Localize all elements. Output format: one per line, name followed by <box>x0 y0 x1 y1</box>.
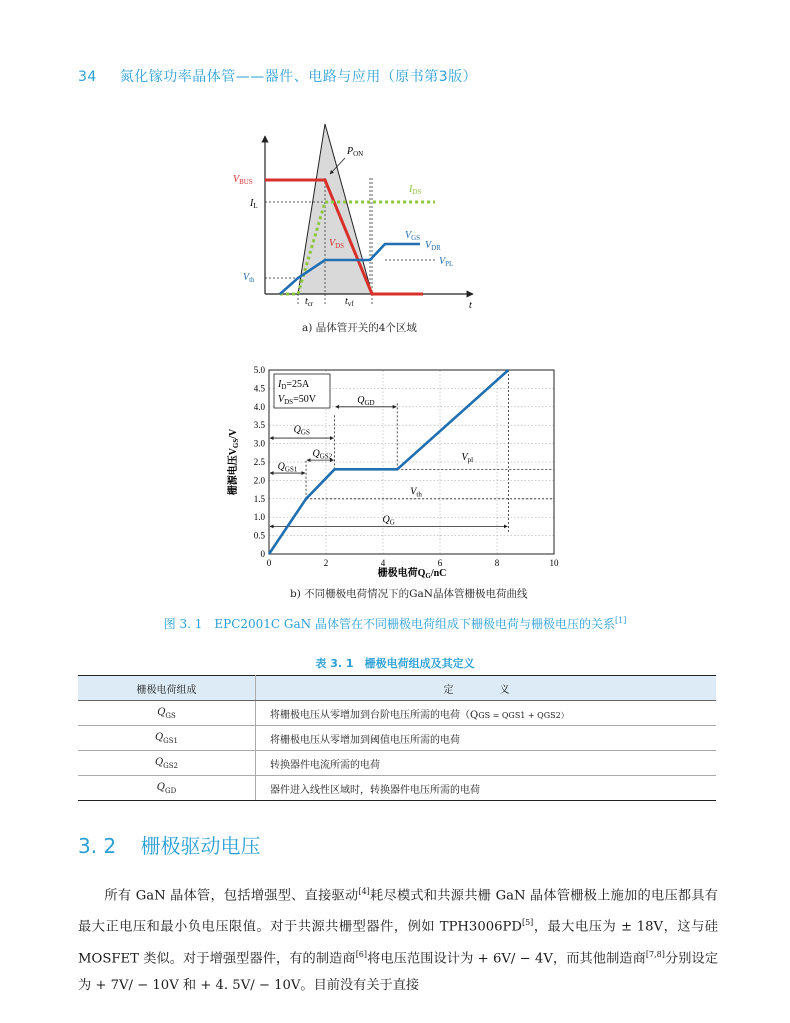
x-tick-label: 4 <box>380 558 386 568</box>
label-tvf: $t_{vf}$ <box>345 296 354 308</box>
table-row: $Q_{GS1}$ 将栅极电压从零增加到阈值电压所需的电荷 <box>78 726 716 751</box>
table-header-definition: 定 义 <box>256 676 717 701</box>
y-tick-label: 3.5 <box>253 420 265 431</box>
x-tick-label: 6 <box>437 558 443 568</box>
label-qgs: $Q_{GS}$ <box>293 424 310 437</box>
y-tick-label: 2.0 <box>253 475 265 486</box>
table-row: $Q_{GS2}$ 转换器件电流所需的电荷 <box>78 751 716 776</box>
legend-id: $I_D=25A$ <box>278 379 310 391</box>
label-il: $I_L$ <box>250 198 258 210</box>
book-title: 氮化镓功率晶体管——器件、电路与应用（原书第3版） <box>119 69 478 85</box>
section-title: 栅极驱动电压 <box>140 834 261 858</box>
x-tick-label: 0 <box>266 558 272 568</box>
label-vpl: $V_{pl}$ <box>461 452 474 465</box>
label-qgs1: $Q_{GS1}$ <box>277 461 298 474</box>
y-tick-label: 1.5 <box>253 493 265 504</box>
label-qg: $Q_G$ <box>382 514 395 527</box>
label-pon: $P_{ON}$ <box>347 146 364 158</box>
x-tick-label: 10 <box>549 558 559 568</box>
figure-caption: 图 3. 1 EPC2001C GaN 晶体管在不同栅极电荷组成下栅极电荷与栅极电压的关系[1] <box>163 616 627 631</box>
label-vpl: $V_{PL}$ <box>439 256 454 268</box>
x-tick-label: 2 <box>323 558 329 568</box>
figure-b-subcaption: b) 不同栅极电荷情况下的GaN晶体管栅极电荷曲线 <box>290 588 528 600</box>
chart-ylabel: 栅源电压$V_{GS}/V$ <box>228 428 240 496</box>
label-vth: $V_{th}$ <box>243 272 255 284</box>
x-tick-label: 8 <box>494 558 500 568</box>
label-vth: $V_{th}$ <box>410 486 422 499</box>
figure-a-subcaption: a) 晶体管开关的4个区域 <box>302 322 417 334</box>
label-ids: $I_{DS}$ <box>409 184 422 196</box>
y-tick-label: 4.0 <box>253 401 265 412</box>
label-tcr: $t_{cr}$ <box>305 296 314 308</box>
table-header-component: 栅极电荷组成 <box>78 676 256 701</box>
section-number: 3. 2 <box>78 834 117 858</box>
label-qgd: $Q_{GD}$ <box>357 395 375 408</box>
legend-vds: $V_{DS}=50V$ <box>278 394 316 406</box>
page-number: 34 <box>78 69 97 85</box>
running-header <box>78 66 477 86</box>
y-tick-label: 0 <box>260 549 265 559</box>
table-row: $Q_{GD}$ 器件进入线性区域时，转换器件电压所需的电荷 <box>78 776 716 801</box>
label-vbus: $V_{BUS}$ <box>233 174 253 186</box>
figure-a-switching-regions <box>225 118 485 318</box>
label-qgs2: $Q_{GS2}$ <box>312 448 333 461</box>
gate-charge-table <box>78 675 716 801</box>
chart-xlabel: 栅极电荷$Q_G/nC$ <box>377 568 447 580</box>
body-paragraph: 所有 GaN 晶体管，包括增强型、直接驱动[4]耗尽模式和共源共栅 GaN 晶体管栅极上施加的电压都具有最大正电压和最小负电压限值。对于共源共栅型器件，例如 TPH3006PD[5]，最大电压为 ± 18V，这与硅 MOSFET 类似。对于增强型器件，有的制造商[6]将电压范围设计为 + 6V/ − 4V，而其他制造商[7,8]分别设定为 + 7V/ − 10V 和 + 4. 5V/ − 10V。目前没有关于直接 <box>78 887 719 994</box>
label-vds: $V_{DS}$ <box>329 238 345 250</box>
y-tick-label: 2.5 <box>253 457 265 467</box>
label-vgs: $V_{GS}$ <box>405 230 421 242</box>
y-tick-label: 0.5 <box>253 530 265 541</box>
figure-b-gate-charge-chart <box>222 362 572 582</box>
y-tick-label: 1.0 <box>253 512 265 523</box>
label-vdr: $V_{DR}$ <box>425 240 441 252</box>
label-t-axis: t <box>469 300 472 311</box>
y-tick-label: 4.5 <box>253 383 265 394</box>
table-title: 表 3. 1 栅极电荷组成及其定义 <box>315 657 475 670</box>
y-tick-label: 3.0 <box>253 438 265 449</box>
table-row: $Q_{GS}$ 将栅极电压从零增加到台阶电压所需的电荷（QGS = QGS1 + QGS2） <box>78 701 716 726</box>
y-tick-label: 5.0 <box>253 365 265 375</box>
table-header-row <box>78 676 716 701</box>
section-heading <box>78 830 261 859</box>
